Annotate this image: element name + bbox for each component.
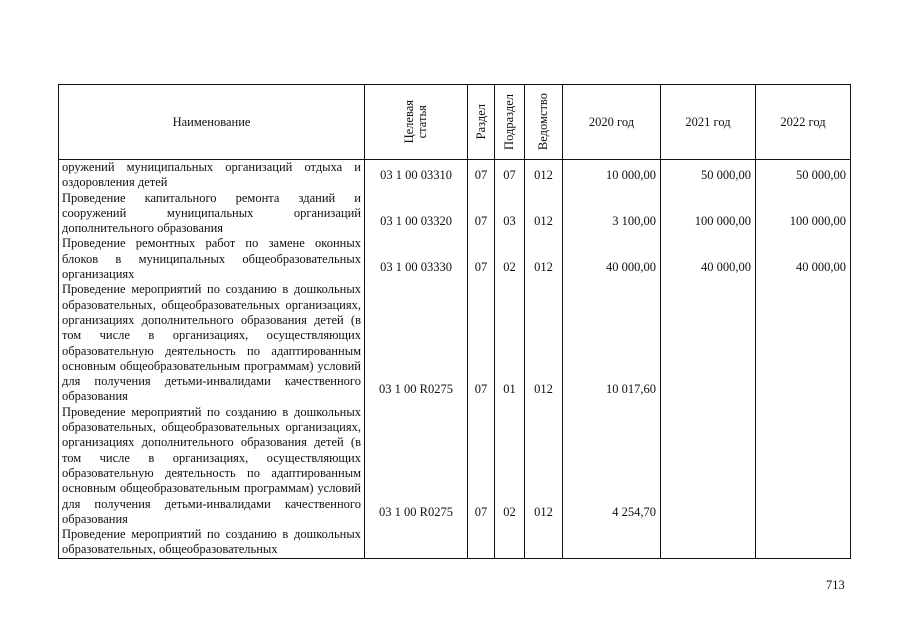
- row-name: Проведение мероприятий по созданию в дошкольных образовательных, общеобразовательных организациях, организациях дополнительного образования детей (в том числе в организациях, осуществляющих образовательную деятельность по адаптированным основным общеобразовательным программам) условий для получения детьми-инвалидами качественного образования: [59, 405, 365, 527]
- row-2021: 100 000,00: [661, 191, 756, 237]
- row-subsection: 02: [495, 236, 525, 282]
- row-section: 07: [468, 282, 495, 404]
- row-2021: 50 000,00: [661, 160, 756, 191]
- row-2020: 4 254,70: [563, 405, 661, 527]
- row-section: [468, 527, 495, 558]
- header-section: [468, 85, 495, 160]
- row-2020: [563, 527, 661, 558]
- row-2022: 50 000,00: [756, 160, 851, 191]
- row-subsection: 02: [495, 405, 525, 527]
- row-department: 012: [525, 236, 563, 282]
- header-section-label: Раздел: [473, 104, 488, 140]
- row-target-article: 03 1 00 R0275: [365, 282, 468, 404]
- row-department: 012: [525, 282, 563, 404]
- budget-table: [58, 84, 851, 559]
- row-department: 012: [525, 405, 563, 527]
- row-2021: [661, 282, 756, 404]
- table-row: [59, 191, 851, 237]
- row-2022: [756, 527, 851, 558]
- row-section: 07: [468, 236, 495, 282]
- row-2021: [661, 405, 756, 527]
- table-header-row: [59, 85, 851, 160]
- row-name: Проведение капитального ремонта зданий и сооружений муниципальных организаций дополнительного образования: [59, 191, 365, 237]
- row-name: Проведение мероприятий по созданию в дошкольных образовательных, общеобразовательных организациях, организациях дополнительного образования детей (в том числе в организациях, осуществляющих образовательную деятельность по адаптированным основным общеобразовательным программам) условий для получения детьми-инвалидами качественного образования: [59, 282, 365, 404]
- row-2022: 40 000,00: [756, 236, 851, 282]
- row-2022: [756, 405, 851, 527]
- row-2020: 10 017,60: [563, 282, 661, 404]
- row-department: 012: [525, 191, 563, 237]
- row-name: оружений муниципальных организаций отдыха и оздоровления детей: [59, 160, 365, 191]
- table-row: [59, 282, 851, 404]
- row-subsection: 03: [495, 191, 525, 237]
- row-target-article: 03 1 00 03330: [365, 236, 468, 282]
- row-2020: 10 000,00: [563, 160, 661, 191]
- row-2022: 100 000,00: [756, 191, 851, 237]
- header-department: [525, 85, 563, 160]
- row-name: Проведение ремонтных работ по замене оконных блоков в муниципальных общеобразовательных организациях: [59, 236, 365, 282]
- header-2022: 2022 год: [756, 85, 851, 160]
- row-2021: 40 000,00: [661, 236, 756, 282]
- row-target-article: 03 1 00 03320: [365, 191, 468, 237]
- row-section: 07: [468, 405, 495, 527]
- header-2021: 2021 год: [661, 85, 756, 160]
- row-subsection: 07: [495, 160, 525, 191]
- header-2020: 2020 год: [563, 85, 661, 160]
- row-2020: 40 000,00: [563, 236, 661, 282]
- header-target-article: [365, 85, 468, 160]
- header-subsection-label: Подраздел: [502, 94, 516, 150]
- row-subsection: 01: [495, 282, 525, 404]
- header-name: Наименование: [59, 85, 365, 160]
- table-row: [59, 160, 851, 191]
- row-department: 012: [525, 160, 563, 191]
- row-section: 07: [468, 160, 495, 191]
- header-department-label: Ведомство: [536, 93, 550, 151]
- table-row: [59, 405, 851, 527]
- row-section: 07: [468, 191, 495, 237]
- header-target-article-label: Целевая статья: [402, 100, 429, 144]
- table-row: [59, 527, 851, 558]
- row-department: [525, 527, 563, 558]
- row-target-article: 03 1 00 03310: [365, 160, 468, 191]
- row-subsection: [495, 527, 525, 558]
- header-subsection: [495, 85, 525, 160]
- table-row: [59, 236, 851, 282]
- row-name: Проведение мероприятий по созданию в дошкольных образовательных, общеобразовательных: [59, 527, 365, 558]
- page-number: 713: [826, 578, 845, 592]
- row-2021: [661, 527, 756, 558]
- row-2022: [756, 282, 851, 404]
- row-target-article: [365, 527, 468, 558]
- row-target-article: 03 1 00 R0275: [365, 405, 468, 527]
- row-2020: 3 100,00: [563, 191, 661, 237]
